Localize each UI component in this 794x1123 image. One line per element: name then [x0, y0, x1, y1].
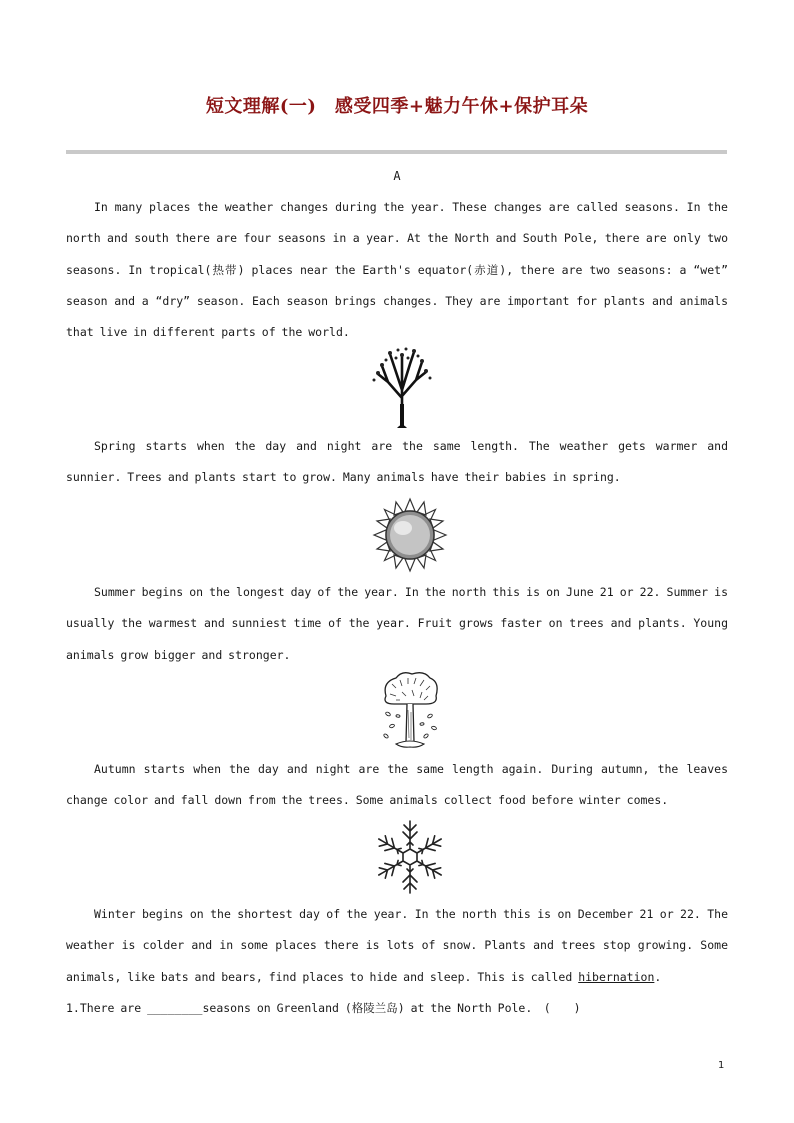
summer-paragraph: Summer begins on the longest day of the year. In the north this is on June 21 or 22. Summer is usually the warmest and sunniest time of the year. Fruit grows faster on trees and plants. Young animals grow bigger and stronger.	[66, 585, 728, 662]
title-divider	[66, 150, 727, 154]
page-title: 短文理解(一) 感受四季+魅力午休+保护耳朵	[205, 96, 589, 117]
spring-paragraph: Spring starts when the day and night are the same length. The weather gets warmer and sunnier. Trees and plants start to grow. Many animals have their babies in spring.	[66, 439, 728, 485]
question-1: 1.There are ________seasons on Greenland (格陵兰岛) at the North Pole. ( )	[66, 1001, 581, 1015]
winter-paragraph	[66, 899, 728, 993]
autumn-paragraph: Autumn starts when the day and night are the same length again. During autumn, the leaves change color and fall down from the trees. Some animals collect food before winter comes.	[66, 762, 728, 808]
snowflake-icon	[372, 818, 448, 896]
section-letter: A	[393, 169, 401, 183]
autumn-tree-icon	[378, 670, 442, 754]
winter-text: Winter begins on the shortest day of the year. In the north this is on December 21 or 22. The weather is colder and in some places there is lots of snow. Plants and trees stop growing. Some animals, like bats and bears, find places to hide and sleep. This is called	[66, 907, 728, 984]
sun-icon	[372, 497, 448, 573]
intro-paragraph: In many places the weather changes during the year. These changes are called seasons. In the north and south there are four seasons in a year. At the North and South Pole, there are only two seasons. In tropical(热带) places near the Earth's equator(赤道), there are two seasons: a “wet” season and a “dry” season. Each season brings changes. They are important for plants and animals that live in different parts of the world.	[66, 200, 728, 340]
hibernation-term: hibernation	[578, 969, 655, 984]
page-number: 1	[718, 1060, 725, 1071]
blossom-tree-icon	[370, 346, 434, 428]
winter-end: .	[654, 969, 662, 984]
